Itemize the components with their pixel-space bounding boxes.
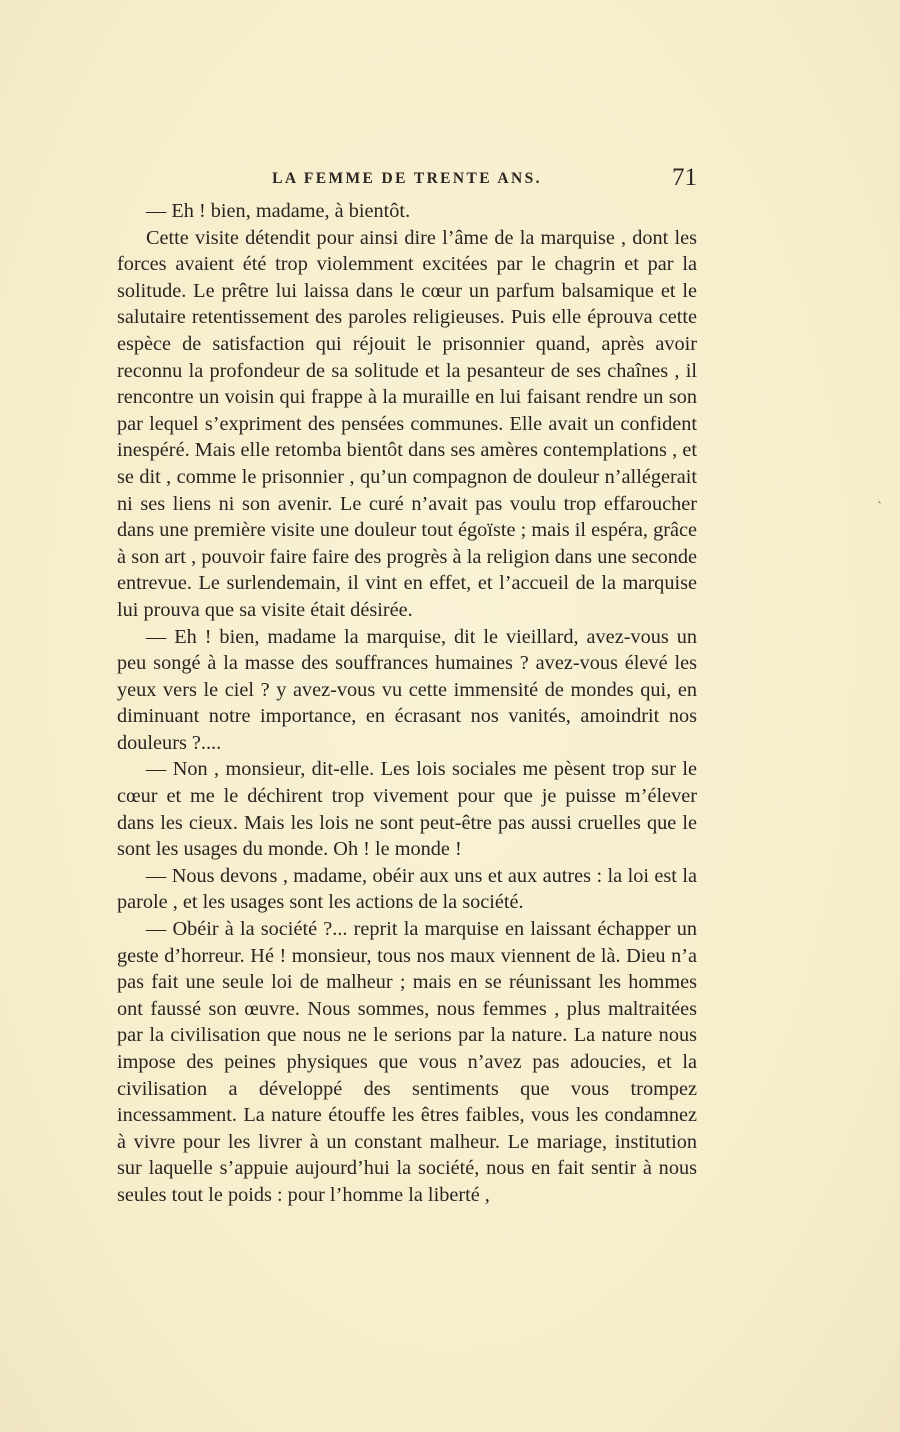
running-head: LA FEMME DE TRENTE ANS. (272, 170, 542, 187)
margin-mark: ` (877, 500, 883, 514)
paragraph: Cette visite détendit pour ainsi dire l’âme de la marquise , dont les forces avaient été trop violemment excitées par le chagrin et par la solitude. Le prêtre lui laissa dans le cœur un parfum balsamique et le salutaire retentissement des paroles religieuses. Puis elle éprouva cette espèce de satisfaction qui réjouit le prisonnier quand, après avoir reconnu la profondeur de sa solitude et la pesanteur de ses chaînes , il rencontre un voisin qui frappe à la muraille en lui faisant rendre un son par lequel s’expriment des pensées communes. Elle avait un confident inespéré. Mais elle retomba bientôt dans ses amères contemplations , et se dit , comme le prisonnier , qu’un compagnon de douleur n’allégerait ni ses liens ni son avenir. Le curé n’avait pas voulu trop effaroucher dans une première visite une douleur tout égoïste ; mais il espéra, grâce à son art , pouvoir faire faire des progrès à la religion dans une seconde entrevue. Le surlendemain, il vint en effet, et l’accueil de la marquise lui prouva que sa visite était désirée. (117, 226, 697, 621)
page-header (117, 166, 697, 196)
paragraph: — Eh ! bien, madame, à bientôt. (146, 200, 411, 222)
page-number: 71 (672, 164, 697, 191)
paragraph: — Eh ! bien, madame la marquise, dit le vieillard, avez-vous un peu songé à la masse des souffrances humaines ? avez-vous élevé les yeux vers le ciel ? y avez-vous vu cette immensité de mondes qui, en diminuant notre importance, en écrasant nos vanités, amoindrit nos douleurs ?.... (117, 625, 697, 754)
body-text (117, 198, 697, 1209)
paragraph: — Nous devons , madame, obéir aux uns et aux autres : la loi est la parole , et les usages sont les actions de la société. (117, 864, 697, 914)
paragraph: — Obéir à la société ?... reprit la marquise en laissant échapper un geste d’horreur. Hé ! monsieur, tous nos maux viennent de là. Dieu n’a pas fait une seule loi de malheur ; mais en se réunissant les hommes ont faussé son œuvre. Nous sommes, nous femmes , plus maltraitées par la civilisation que nous ne le serions par la nature. La nature nous impose des peines physiques que vous n’avez pas adoucies, et la civilisation a développé des sentiments que vous trompez incessamment. La nature étouffe les êtres faibles, vous les condamnez à vivre pour les livrer à un constant malheur. Le mariage, institution sur laquelle s’appuie aujourd’hui la société, nous en fait sentir à nous seules tout le poids : pour l’homme la liberté , (117, 918, 697, 1206)
paragraph: — Non , monsieur, dit-elle. Les lois sociales me pèsent trop sur le cœur et me le déchirent trop vivement pour que je puisse m’élever dans les cieux. Mais les lois ne sont peut-être pas aussi cruelles que le sont les usages du monde. Oh ! le monde ! (117, 758, 697, 861)
